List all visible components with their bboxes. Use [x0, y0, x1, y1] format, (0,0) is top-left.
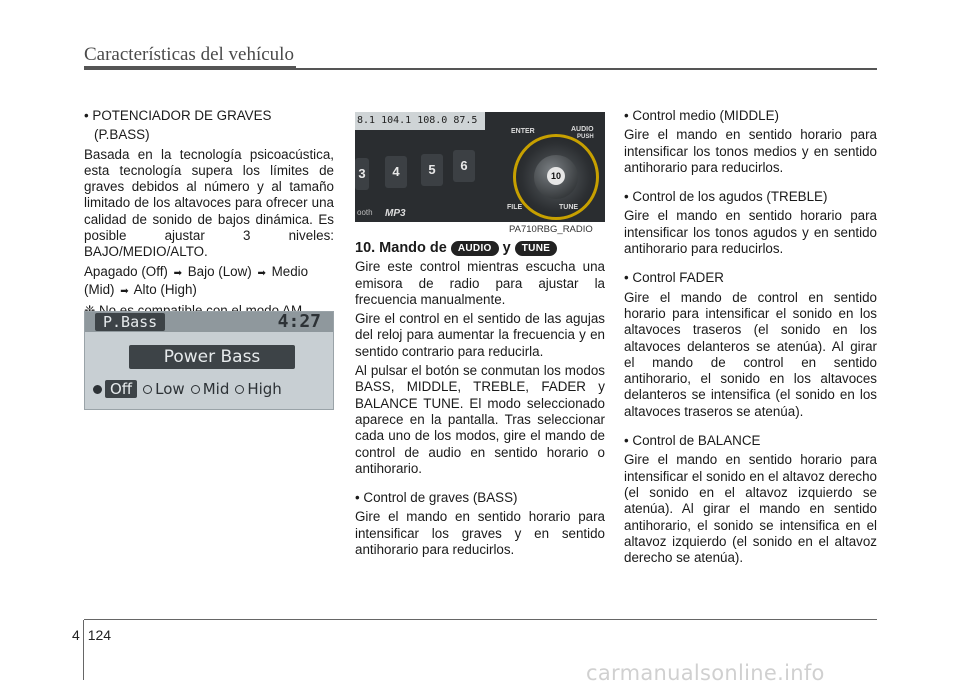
image-caption: PA710RBG_RADIO — [509, 224, 593, 235]
lcd-option-off: Off — [93, 380, 137, 398]
balance-text: Gire el mando en sentido horario para intensificar el sonido en el altavoz derecho (el sonido en el altavoz izquierdo se atenúa). Al girar el mando en sentido antihorario, el sonido se intensifica en el altavoz izquierdo (el sonido en el altavoz derecho se atenúa). — [624, 452, 877, 566]
audio-label: AUDIO — [571, 126, 594, 133]
fader-title: • Control FADER — [624, 270, 724, 286]
radio-icon — [191, 385, 200, 394]
preset-button: 5 — [421, 154, 443, 186]
lcd-display-illustration — [84, 311, 334, 410]
paragraph-pbass: Basada en la tecnología psicoacústica, esta tecnología supera los límites de graves debidos al número y al tamaño limitado de los altavoces para ofrecer una calidad de sonido de bajos dinámica. Es posible ajustar 3 niveles: BAJO/MEDIO/ALTO. — [84, 146, 334, 260]
lcd-time: 4:27 — [277, 311, 321, 332]
column-right — [624, 108, 877, 569]
radio-icon — [143, 385, 152, 394]
treble-text: Gire el mando en sentido horario para intensificar los tonos agudos y en sentido antihorario para reducirlos. — [624, 208, 877, 257]
knob-ten-icon: 10 — [547, 167, 565, 185]
middle-text: Gire el mando en sentido horario para intensificar los tonos medios y en sentido antihorario para reducirlos. — [624, 127, 877, 175]
audio-tune-knob — [513, 134, 599, 220]
audio-badge: AUDIO — [451, 241, 499, 256]
middle-title: • Control medio (MIDDLE) — [624, 108, 779, 123]
paragraph: Gire el control en el sentido de las agujas del reloj para aumentar la frecuencia y en sentido contrario para reducirla. — [355, 311, 605, 359]
treble-title: • Control de los agudos (TREBLE) — [624, 189, 828, 205]
arrow-right-icon: ➡ — [173, 267, 182, 279]
radio-panel-illustration — [355, 112, 605, 222]
fader-text: Gire el mando de control en sentido horario para intensificar el sonido en los altavoces traseros (el sonido en los altavoces delanteros se atenúa). Al girar el mando de control en sentido antihorario, el sonido en los altavoces delanteros se intensifica (el sonido en los altavoces traseros se atenúa). — [624, 289, 877, 419]
radio-icon — [235, 385, 244, 394]
lcd-option-high: High — [235, 380, 281, 398]
mp3-logo: MP3 — [385, 208, 406, 219]
balance-title: • Control de BALANCE — [624, 433, 761, 449]
preset-button: 4 — [385, 156, 407, 188]
page-number: 4 124 — [72, 627, 112, 643]
column-left — [84, 108, 334, 323]
paragraph: Al pulsar el botón se conmutan los modos BASS, MIDDLE, TREBLE, FADER y BALANCE TUNE. El modo seleccionado aparece en la pantalla. Tras seleccionar cada uno de los modos, gire el mando de control de audio en sentido horario o antihorario. — [355, 363, 605, 476]
section-heading: 10. Mando de AUDIO y TUNE — [355, 240, 605, 256]
lcd-options — [93, 379, 333, 399]
bullet-title-sub: (P.BASS) — [94, 127, 150, 143]
header-rule-accent — [84, 66, 296, 70]
bass-text: Gire el mando en sentido horario para intensificar los graves y en sentido antihorario para reducirlos. — [355, 509, 605, 558]
enter-label: ENTER — [511, 128, 535, 135]
frequency-display: 8.1 104.1 108.0 87.5 — [355, 112, 485, 130]
lcd-mode-label: Power Bass — [129, 345, 295, 369]
column-middle — [355, 240, 605, 561]
tune-label: TUNE — [559, 204, 579, 211]
watermark: carmanualsonline.info — [586, 661, 825, 685]
lcd-option-mid: Mid — [191, 380, 230, 398]
bullet-title: • POTENCIADOR DE GRAVES — [84, 108, 272, 123]
preset-button: 3 — [355, 158, 369, 190]
preset-button: 6 — [453, 150, 475, 182]
level-sequence: Apagado (Off) ➡ Bajo (Low) ➡ Medio (Mid) ➡ Alto (High) — [84, 263, 309, 297]
arrow-right-icon: ➡ — [120, 285, 129, 297]
bluetooth-label: ooth — [357, 208, 373, 217]
file-label: FILE — [507, 204, 523, 211]
tune-badge: TUNE — [515, 241, 557, 256]
radio-selected-icon — [93, 385, 102, 394]
push-label: PUSH — [577, 134, 594, 140]
knob-center — [534, 155, 578, 199]
paragraph: Gire este control mientras escucha una emisora de radio para ajustar la frecuencia manualmente. — [355, 259, 605, 307]
lcd-title: P.Bass — [95, 313, 165, 331]
bass-title: • Control de graves (BASS) — [355, 490, 518, 506]
lcd-option-low: Low — [143, 380, 185, 398]
arrow-right-icon: ➡ — [257, 267, 266, 279]
page-header-title: Características del vehículo — [84, 44, 294, 65]
footer-rule — [84, 619, 877, 620]
